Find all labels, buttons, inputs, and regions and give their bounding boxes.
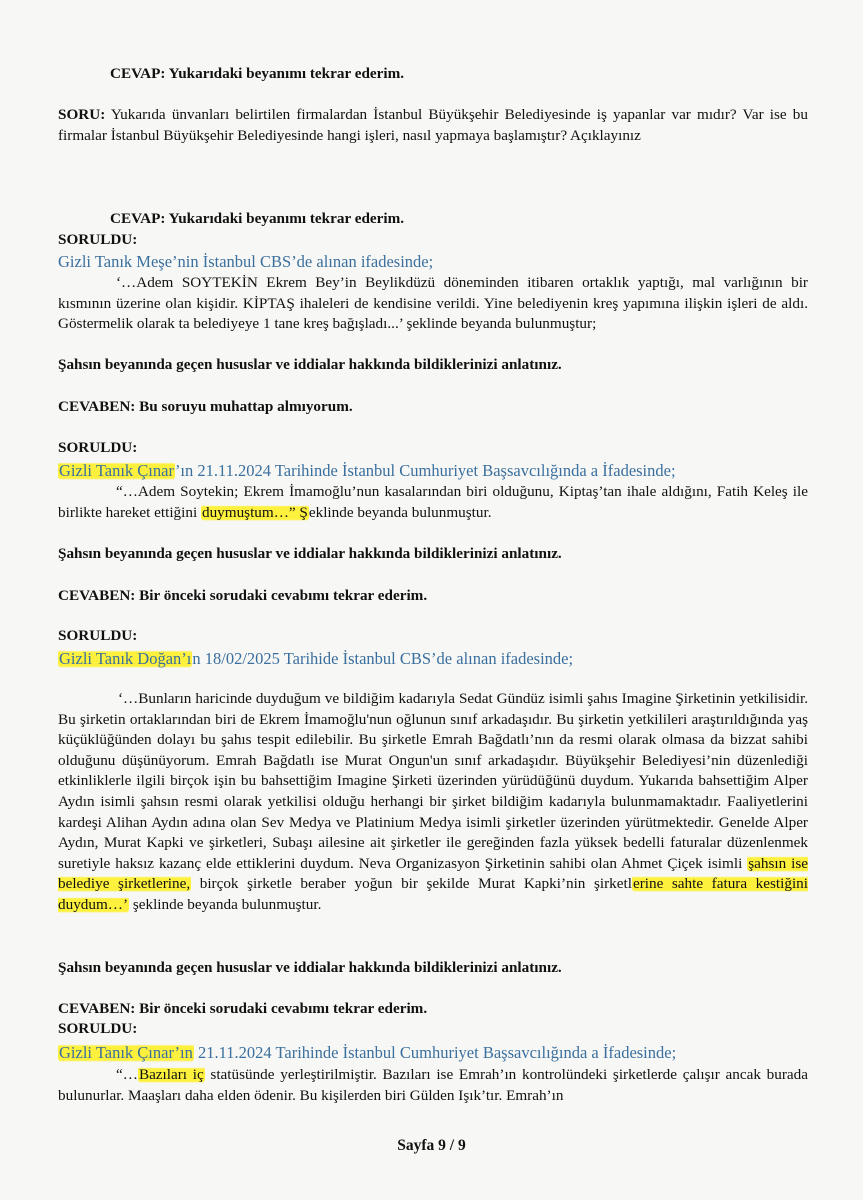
answer-1: CEVAP: Yukarıdaki beyanımı tekrar ederim.	[110, 65, 405, 82]
highlight: şahsın ise belediye şirketlerine,	[58, 854, 808, 893]
witness-source-3: Gizli Tanık Doğan’ın 18/02/2025 Tarihide İstanbul CBS’de alınan ifadesinde;	[59, 649, 574, 668]
question-block	[58, 105, 808, 146]
prompt-3: Şahsın beyanında geçen hususlar ve iddialar hakkında bildiklerinizi anlatınız.	[58, 959, 562, 976]
asked-label-3: SORULDU:	[58, 627, 138, 644]
witness-quote-3: ‘…Bunların haricinde duyduğum ve bildiğim kadarıyla Sedat Gündüz isimli şahıs Imagine Şirketinin yetkilisidir. Bu şirketin ortaklarından biri de Ekrem İmamoğlu'nun oğlunun sınıf arkadaşıdır. Bu şirketin yetkilileri araştırıldığında yaş küçüklüğünden dolayı bu şahıs tespit edilebilir. Bu şirketle Emrah Bağdatlı’nın da resmi olarak olmasa da bizzat sahibi olduğunu düşünüyorum. Emrah Bağdatlı ise Murat Ongun'un sınıf arkadaşıdır. Büyükşehir Belediyesi’nin düzenlediği etkinliklerle ilgili birçok işin bu bahsettiğim Imagine Şirketi üzerinden yürüdüğünü duydum. Yukarıda bahsettiğim Alper Aydın isimli şahsın resmi olarak yetkilisi olduğu herhangi bir şirket bildiğim kadarıyla bulunmamaktadır. Faaliyetlerini kardeşi Alihan Aydın adına olan Sev Medya ve Platinium Medya isimli şirketler üzerinden yürütmektedir. Genelde Alper Aydın, Murat Kapki ve şirketleri, Subaşı ailesine ait şirketler ile gereğinden fazla yüksek bedelli faturalar düzenlenmek suretiyle haksız kazanç elde ettiklerini duydum. Neva Organizasyon Şirketinin sahibi olan Ahmet Çiçek isimli şahsın ise belediye şirketlerine, birçok şirketle beraber yoğun bir şekilde Murat Kapki’nin şirketlerine sahte fatura kestiğini duydum…’ şeklinde beyanda bulunmuştur.	[58, 690, 808, 913]
highlight: erine sahte fatura kestiğini duydum…’	[58, 875, 808, 913]
witness-source-1: Gizli Tanık Meşe’nin İstanbul CBS’de alınan ifadesinde;	[58, 252, 434, 271]
question-text: Yukarıda ünvanları belirtilen firmalardan İstanbul Büyükşehir Belediyesinde iş yapanlar var mıdır? Var ise bu firmalar İstanbul Büyükşehir Belediyesinde hangi işleri, nasıl yapmaya başlamıştır? Açıklayınız	[58, 106, 808, 144]
prompt-2: Şahsın beyanında geçen hususlar ve iddialar hakkında bildiklerinizi anlatınız.	[58, 545, 562, 562]
asked-label-4: SORULDU:	[58, 1020, 138, 1037]
response-3: CEVABEN: Bir önceki sorudaki cevabımı tekrar ederim.	[58, 1000, 428, 1017]
question-label: SORU:	[58, 106, 106, 123]
highlight: Gizli Tanık Çınar’ın	[59, 1043, 193, 1062]
highlight: Gizli Tanık Doğan’ı	[59, 649, 192, 668]
witness-quote-4: “…Bazıları iç statüsünde yerleştirilmiştir. Bazıları ise Emrah’ın kontrolündeki şirketlerde çalışır ancak burada bulunurlar. Maaşları daha elden ödenir. Bu kişilerden biri Gülden Işık’tır. Emrah’ın	[58, 1066, 808, 1104]
page-number: Sayfa 9 / 9	[397, 1137, 466, 1154]
highlight: Gizli Tanık Çınar	[59, 461, 174, 480]
prompt-1: Şahsın beyanında geçen hususlar ve iddialar hakkında bildiklerinizi anlatınız.	[58, 356, 562, 373]
witness-source-2: Gizli Tanık Çınar’ın 21.11.2024 Tarihinde İstanbul Cumhuriyet Başsavcılığında a İfadesinde;	[59, 461, 676, 480]
asked-label-1: SORULDU:	[58, 231, 138, 248]
response-2: CEVABEN: Bir önceki sorudaki cevabımı tekrar ederim.	[58, 587, 428, 604]
highlight: duymuştum…” Ş	[201, 503, 308, 521]
response-1: CEVABEN: Bu soruyu muhattap almıyorum.	[58, 398, 353, 415]
witness-source-4: Gizli Tanık Çınar’ın 21.11.2024 Tarihinde İstanbul Cumhuriyet Başsavcılığında a İfadesinde;	[59, 1043, 677, 1062]
witness-quote-2: “…Adem Soytekin; Ekrem İmamoğlu’nun kasalarından biri olduğunu, Kiptaş’tan ihale aldığını, Fatih Keleş ile birlikte hareket ettiğini duymuştum…” Şeklinde beyanda bulunmuştur.	[58, 483, 808, 521]
highlight: Bazıları iç	[138, 1066, 204, 1083]
answer-2: CEVAP: Yukarıdaki beyanımı tekrar ederim.	[110, 210, 405, 227]
asked-label-2: SORULDU:	[58, 439, 138, 456]
witness-quote-1: ‘…Adem SOYTEKİN Ekrem Bey’in Beylikdüzü döneminden itibaren ortaklık yaptığı, mal varlığının bir kısmının üzerine olan kişidir. KİPTAŞ ihaleleri de kendisine verildi. Yine belediyenin kreş yapımına ilişkin işleri de aldı. Göstermelik olarak ta belediyeye 1 tane kreş bağışladı...’ şeklinde beyanda bulunmuştur;	[58, 274, 808, 333]
